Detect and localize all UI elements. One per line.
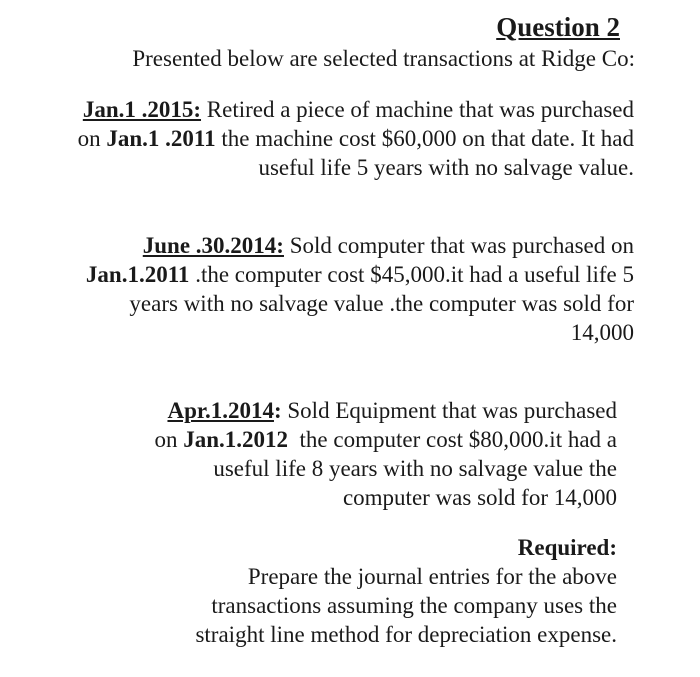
transaction-3-line-3: useful life 8 years with no salvage value the — [213, 456, 617, 481]
transaction-3-date: Apr.1.2014 — [167, 398, 274, 423]
transaction-3-line-2 — [30, 425, 617, 454]
transaction-2-purchase-date: Jan.1.2011 — [85, 262, 190, 287]
required-line-3: straight line method for depreciation expense. — [195, 622, 617, 647]
transaction-3-cost: the computer cost $80,000.it had a — [288, 427, 617, 452]
required-line-2: transactions assuming the company uses the — [211, 593, 617, 618]
transaction-1-purchase-date: Jan.1 .2011 — [106, 126, 216, 151]
transaction-3-desc: Sold Equipment that was purchased — [281, 398, 617, 423]
question-title: Question 2 — [496, 12, 620, 42]
transaction-2-date: June .30.2014: — [142, 233, 284, 258]
transaction-2-line-2 — [30, 260, 634, 289]
transaction-3-date-colon: : — [273, 398, 282, 423]
intro-text — [60, 44, 635, 73]
transaction-1 — [30, 95, 634, 182]
transaction-1-prefix: on — [77, 126, 107, 151]
transaction-3 — [30, 396, 617, 512]
transaction-1-desc: Retired a piece of machine that was purchased — [201, 97, 634, 122]
transaction-2-cost: .the computer cost $45,000.it had a useful life 5 — [189, 262, 634, 287]
transaction-2 — [30, 231, 634, 347]
transaction-3-line-1 — [30, 396, 617, 425]
required-section — [30, 533, 617, 649]
transaction-1-line-3: useful life 5 years with no salvage value. — [258, 155, 634, 180]
transaction-3-purchase-date: Jan.1.2012 — [183, 427, 289, 452]
required-heading: Required: — [517, 535, 617, 560]
transaction-1-line-2 — [30, 124, 634, 153]
transaction-1-cost: the machine cost $60,000 on that date. It had — [215, 126, 634, 151]
intro-line: Presented below are selected transactions at Ridge Co: — [132, 46, 635, 71]
transaction-1-date: Jan.1 .2015: — [82, 97, 202, 122]
transaction-3-prefix: on — [154, 427, 184, 452]
transaction-2-line-1 — [30, 231, 634, 260]
transaction-2-line-4: 14,000 — [570, 320, 634, 345]
transaction-2-desc: Sold computer that was purchased on — [283, 233, 634, 258]
transaction-1-line-1 — [30, 95, 634, 124]
transaction-2-line-3: years with no salvage value .the computer was sold for — [129, 291, 634, 316]
transaction-3-line-4: computer was sold for 14,000 — [342, 485, 617, 510]
required-line-1: Prepare the journal entries for the above — [247, 564, 617, 589]
